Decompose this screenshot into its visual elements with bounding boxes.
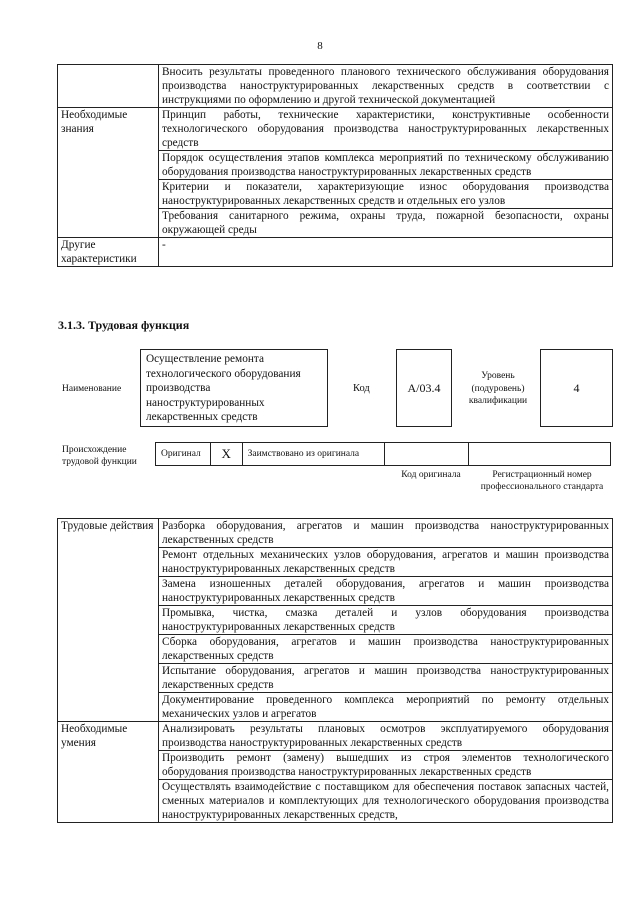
- name-box: [140, 349, 328, 427]
- page-number: 8: [317, 40, 323, 52]
- row-label: Другие характеристики: [58, 238, 159, 267]
- table-cell: Замена изношенных деталей оборудования, агрегатов и машин производства наноструктурированных лекарственных средств: [159, 577, 613, 606]
- table-cell: Документирование проведенного комплекса мероприятий по ремонту отдельных механических узлов и агрегатов: [159, 693, 613, 722]
- table-cell: Разборка оборудования, агрегатов и машин производства наноструктурированных лекарственных средств: [159, 519, 613, 548]
- function-name: Осуществление ремонта технологического оборудования производства наноструктурированных лекарственных средств: [146, 353, 301, 423]
- row-label: Необходимые знания: [58, 108, 159, 238]
- table-cell: Ремонт отдельных механических узлов оборудования, агрегатов и машин производства наноструктурированных лекарственных средств: [159, 548, 613, 577]
- origin-borrowed: Заимствовано из оригинала: [243, 443, 385, 465]
- level-box: [540, 349, 613, 427]
- table-cell: Производить ремонт (замену) вышедших из строя элементов технологического оборудования производства наноструктурированных лекарственных средств: [159, 751, 613, 780]
- table-cell: Анализировать результаты плановых осмотров эксплуатируемого оборудования производства наноструктурированных лекарственных средств: [159, 722, 613, 751]
- code-label: Код: [353, 383, 370, 394]
- table-cell: Вносить результаты проведенного планового технического обслуживания оборудования производства наноструктурированных лекарственных средств в соответствии с инструкциями по оформлению и другой технической документацией: [159, 65, 613, 108]
- table-cell: Осуществлять взаимодействие с поставщиком для обеспечения поставок запасных частей, сменных материалов и комплектующих для технологического оборудования производства наноструктурированных лекарственных средств,: [159, 780, 613, 823]
- row-label: Необходимые умения: [58, 722, 159, 823]
- table-row: [58, 108, 613, 151]
- level-value: 4: [573, 380, 580, 395]
- origin-reg-cell: [469, 443, 610, 465]
- table-cell: -: [159, 238, 613, 267]
- code-original-caption: Код оригинала: [401, 470, 461, 480]
- origin-original: Оригинал: [156, 443, 211, 465]
- table-cell: Принцип работы, технические характеристики, конструктивные особенности технологического оборудования производства наноструктурированных лекарственных средств: [159, 108, 613, 151]
- origin-mark: X: [211, 443, 243, 465]
- table-cell: Сборка оборудования, агрегатов и машин производства наноструктурированных лекарственных средств: [159, 635, 613, 664]
- table-row: [58, 519, 613, 548]
- name-label: Наименование: [62, 384, 122, 394]
- table-cell: Требования санитарного режима, охраны труда, пожарной безопасности, охраны окружающей среды: [159, 209, 613, 238]
- origin-code-cell: [385, 443, 469, 465]
- table-cell: Критерии и показатели, характеризующие износ оборудования производства наноструктурированных лекарственных средств и отдельных его узлов: [159, 180, 613, 209]
- level-label: Уровень (подуровень) квалификации: [468, 371, 528, 406]
- origin-label: Происхождение трудовой функции: [62, 445, 137, 467]
- section-title: 3.1.3. Трудовая функция: [58, 318, 190, 332]
- table-cell: Испытание оборудования, агрегатов и машин производства наноструктурированных лекарственных средств: [159, 664, 613, 693]
- table-row: [58, 722, 613, 751]
- knowledge-table: [57, 64, 613, 267]
- row-label: Трудовые действия: [58, 519, 159, 722]
- table-cell: Порядок осуществления этапов комплекса мероприятий по техническому обслуживанию оборудования производства наноструктурированных лекарственных средств: [159, 151, 613, 180]
- origin-row: [155, 442, 611, 466]
- reg-number-caption: Регистрационный номер профессионального стандарта: [480, 470, 604, 492]
- code-value: A/03.4: [407, 380, 441, 395]
- table-row: [58, 65, 613, 108]
- code-box: [396, 349, 452, 427]
- row-label: [58, 65, 159, 108]
- table-cell: Промывка, чистка, смазка деталей и узлов оборудования производства наноструктурированных лекарственных средств: [159, 606, 613, 635]
- table-row: [58, 238, 613, 267]
- actions-table: [57, 518, 613, 823]
